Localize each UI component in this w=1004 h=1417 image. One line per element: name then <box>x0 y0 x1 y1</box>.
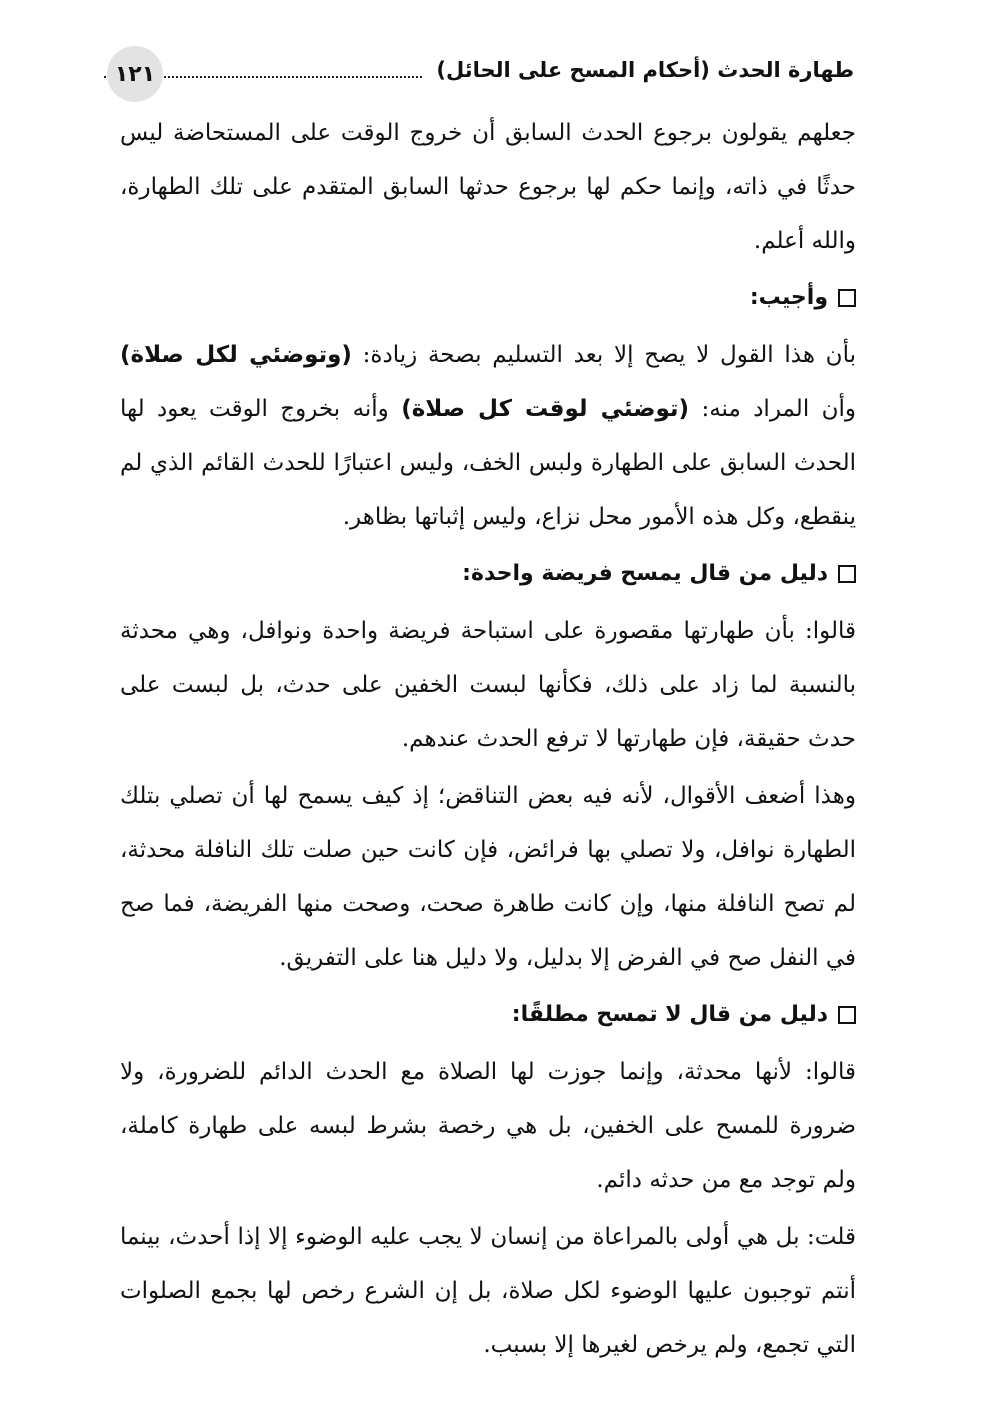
heading-one-obligatory <box>120 547 856 601</box>
paragraph-2-part-e: وأنه بخروج الوقت يعود لها الحدث السابق على الطهارة ولبس الخف، وليس اعتبارًا للحدث القائم الذي لم ينقطع، وكل هذه الأمور محل نزاع، وليس إثباتها بظاهر. <box>120 396 856 530</box>
running-title: طهارة الحدث (أحكام المسح على الحائل) <box>436 58 854 82</box>
checkbox-icon <box>838 289 856 307</box>
paragraph-2-part-a: بأن هذا القول لا يصح إلا بعد التسليم بصحة زيادة: <box>351 342 856 368</box>
paragraph-5: قالوا: لأنها محدثة، وإنما جوزت لها الصلاة مع الحدث الدائم للضرورة، ولا ضرورة للمسح على الخفين، بل هي رخصة بشرط لبسه على طهارة كاملة، ولم توجد مع من حدثه دائم. <box>120 1059 856 1193</box>
heading-one-obligatory-label: دليل من قال يمسح فريضة واحدة: <box>462 561 828 586</box>
paragraph-6: قلت: بل هي أولى بالمراعاة من إنسان لا يجب عليه الوضوء إلا إذا أحدث، بينما أنتم توجبون عليها الوضوء لكل صلاة، بل إن الشرع رخص لها بجمع الصلوات التي تجمع، ولم يرخص لغيرها إلا بسبب. <box>120 1224 856 1358</box>
heading-no-wiping <box>120 988 856 1042</box>
body-text <box>120 106 856 1375</box>
checkbox-icon <box>838 565 856 583</box>
paragraph-3: قالوا: بأن طهارتها مقصورة على استباحة فريضة واحدة ونوافل، وهي محدثة بالنسبة لما زاد على ذلك، فكأنها لبست الخفين على حدث، بل لبست على حدث حقيقة، فإن طهارتها لا ترفع الحدث عندهم. <box>120 618 856 752</box>
checkbox-icon <box>838 1006 856 1024</box>
heading-answer-label: وأجيب: <box>749 285 828 310</box>
paragraph-4: وهذا أضعف الأقوال، لأنه فيه بعض التناقض؛ إذ كيف يسمح لها أن تصلي بتلك الطهارة نوافل، ولا تصلي بها فرائض، فإن كانت حين صلت تلك النافلة محدثة، لم تصح النافلة منها، وإن كانت طاهرة صحت، وصحت منها الفريضة، فما صح في النفل صح في الفرض إلا بدليل، ولا دليل هنا على التفريق. <box>120 783 856 971</box>
paragraph-2 <box>120 328 856 544</box>
paragraph-2-quote-2: (توضئي لوقت كل صلاة) <box>401 396 690 422</box>
paragraph-1: جعلهم يقولون برجوع الحدث السابق أن خروج الوقت على المستحاضة ليس حدثًا في ذاته، وإنما حكم لها برجوع حدثها السابق المتقدم على تلك الطهارة، والله أعلم. <box>120 120 856 254</box>
paragraph-2-part-c: وأن المراد منه: <box>689 396 856 422</box>
heading-answer <box>120 271 856 325</box>
page-number: ١٢١ <box>107 46 163 102</box>
page-header <box>100 40 854 100</box>
heading-no-wiping-label: دليل من قال لا تمسح مطلقًا: <box>511 1002 828 1027</box>
paragraph-2-quote-1: (وتوضئي لكل صلاة) <box>120 342 352 368</box>
